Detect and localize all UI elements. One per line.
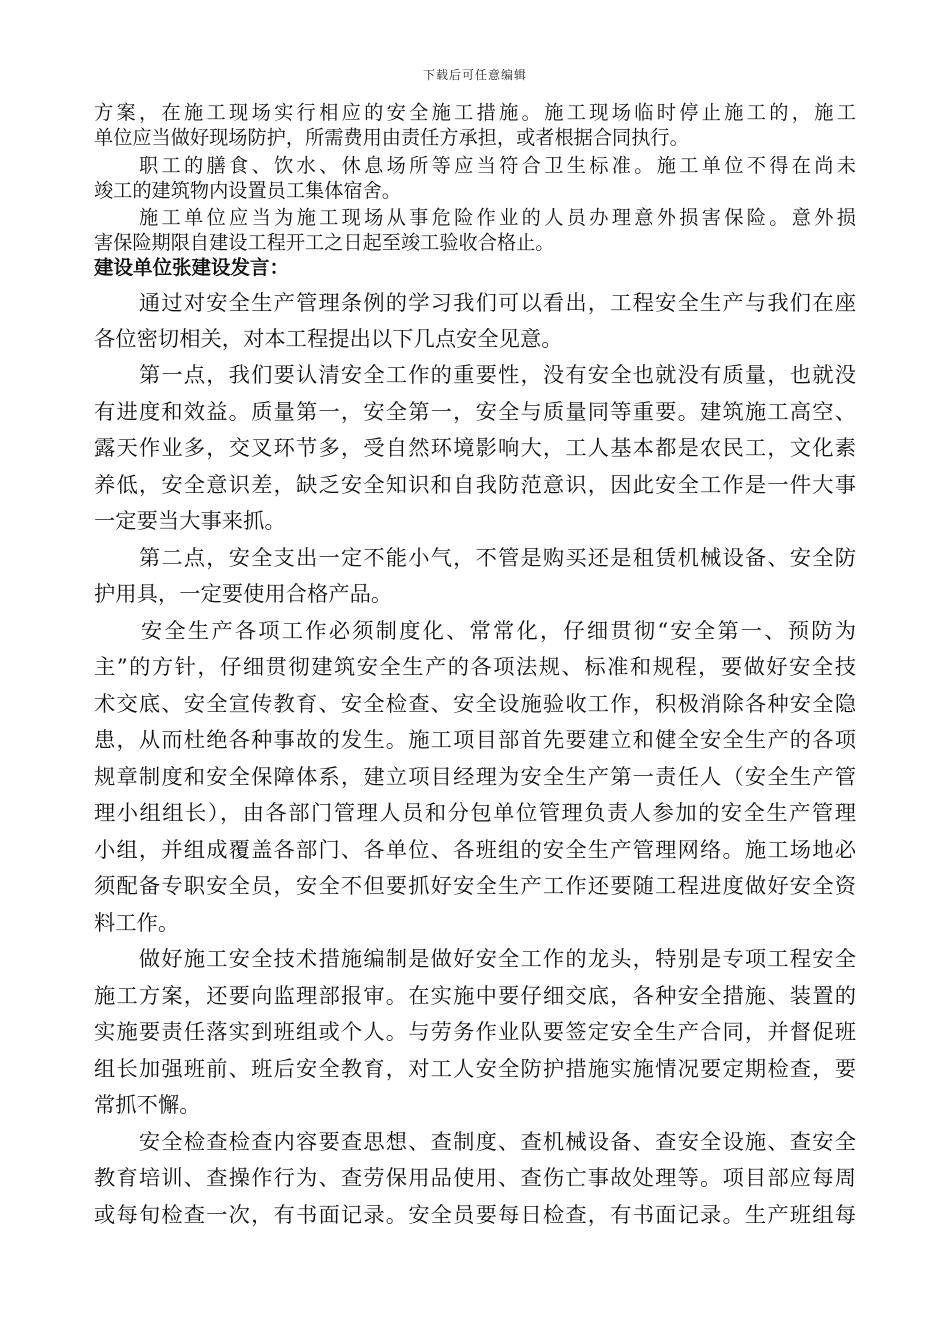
paragraph-line: 施工单位应当为施工现场从事危险作业的人员办理意外损害保险。意外损 — [94, 206, 856, 229]
paragraph-line: 或每旬检查一次，有书面记录。安全员要每日检查，有书面记录。生产班组每 — [94, 1203, 856, 1228]
paragraph-line: 安全生产各项工作必须制度化、常常化，仔细贯彻“安全第一、预防为 — [94, 619, 856, 644]
paragraph-line: 规章制度和安全保障体系，建立项目经理为安全生产第一责任人（安全生产管 — [94, 765, 856, 790]
paragraph-line: 有进度和效益。质量第一，安全第一，安全与质量同等重要。建筑施工高空、 — [94, 400, 856, 425]
paragraph-line: 做好施工安全技术措施编制是做好安全工作的龙头，特别是专项工程安全 — [94, 947, 856, 972]
paragraph-line: 组长加强班前、班后安全教育，对工人安全防护措施实施情况要定期检查，要 — [94, 1057, 856, 1082]
paragraph-line: 方案，在施工现场实行相应的安全施工措施。施工现场临时停止施工的，施工 — [94, 101, 856, 124]
paragraph-line: 一定要当大事来抓。 — [94, 509, 286, 534]
paragraph-line: 露天作业多，交叉环节多，受自然环境影响大，工人基本都是农民工，文化素 — [94, 436, 856, 461]
paragraph-line: 理小组组长），由各部门管理人员和分包单位管理负责人参加的安全生产管理 — [94, 801, 856, 826]
paragraph-line: 术交底、安全宣传教育、安全检查、安全设施验收工作，积极消除各种安全隐 — [94, 692, 856, 717]
paragraph-line: 实施要责任落实到班组或个人。与劳务作业队要签定安全生产合同，并督促班 — [94, 1020, 856, 1045]
paragraph-line: 养低，安全意识差，缺乏安全知识和自我防范意识，因此安全工作是一件大事 — [94, 473, 856, 498]
paragraph-line: 安全检查检查内容要查思想、查制度、查机械设备、查安全设施、查安全 — [94, 1130, 856, 1155]
paragraph-line: 通过对安全生产管理条例的学习我们可以看出，工程安全生产与我们在座 — [94, 291, 856, 316]
paragraph-line: 竣工的建筑物内设置员工集体宿舍。 — [94, 179, 401, 202]
paragraph-line: 患，从而杜绝各种事故的发生。施工项目部首先要建立和健全安全生产的各项 — [94, 728, 856, 753]
paragraph-line: 教育培训、查操作行为、查劳保用品使用、查伤亡事故处理等。项目部应每周 — [94, 1166, 856, 1191]
paragraph-line: 害保险期限自建设工程开工之日起至竣工验收合格止。 — [94, 231, 555, 254]
paragraph-line: 常抓不懈。 — [94, 1093, 201, 1118]
paragraph-line: 第二点，安全支出一定不能小气，不管是购买还是租赁机械设备、安全防 — [94, 546, 856, 571]
paragraph-line: 施工方案，还要向监理部报审。在实施中要仔细交底，各种安全措施、装置的 — [94, 984, 856, 1009]
speaker-heading: 建设单位张建设发言： — [94, 256, 290, 279]
paragraph-line: 小组，并组成覆盖各部门、各单位、各班组的安全生产管理网络。施工场地必 — [94, 838, 856, 863]
paragraph-line: 职工的膳食、饮水、休息场所等应当符合卫生标准。施工单位不得在尚未 — [94, 154, 856, 177]
page-header: 下载后可任意编辑 — [422, 68, 527, 82]
paragraph-line: 单位应当做好现场防护，所需费用由责任方承担，或者根据合同执行。 — [94, 126, 689, 149]
paragraph-line: 料工作。 — [94, 911, 180, 936]
paragraph-line: 护用具，一定要使用合格产品。 — [94, 582, 393, 607]
paragraph-line: 主”的方针，仔细贯彻建筑安全生产的各项法规、标准和规程，要做好安全技 — [94, 655, 856, 680]
paragraph-line: 第一点，我们要认清安全工作的重要性，没有安全也就没有质量，也就没 — [94, 363, 856, 388]
paragraph-line: 各位密切相关，对本工程提出以下几点安全见意。 — [94, 327, 563, 352]
paragraph-line: 须配备专职安全员，安全不但要抓好安全生产工作还要随工程进度做好安全资 — [94, 874, 856, 899]
